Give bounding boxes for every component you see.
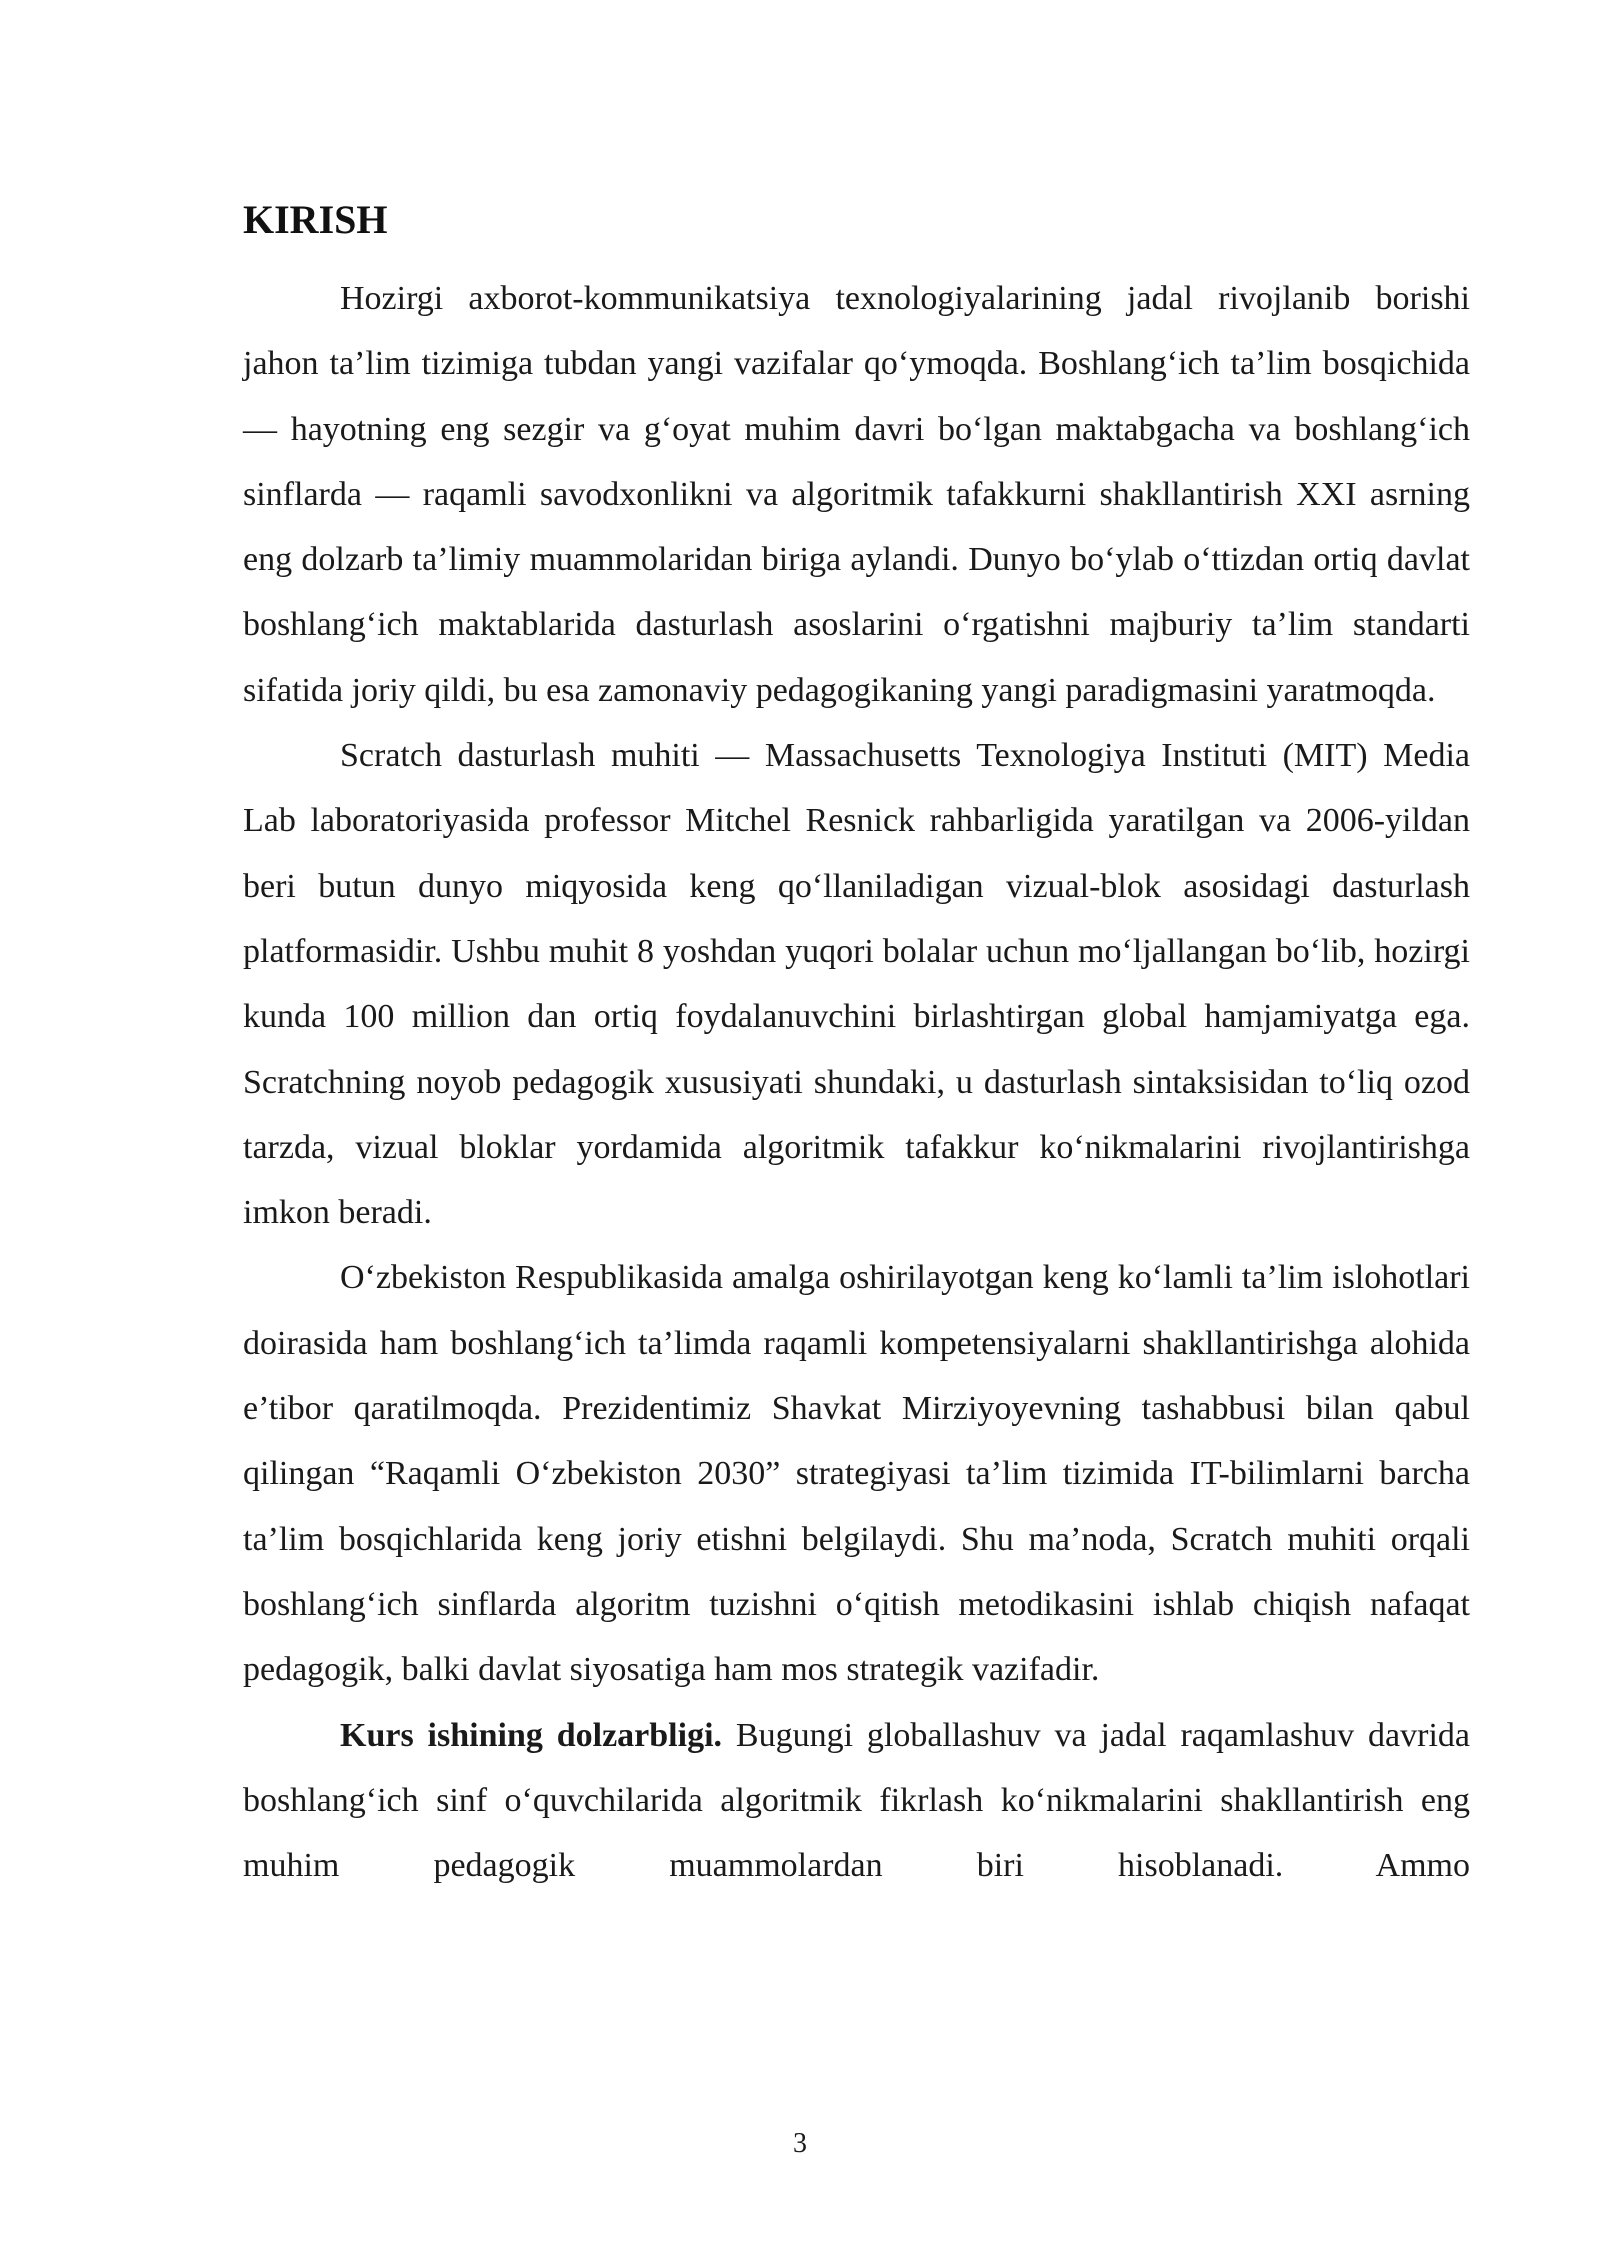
- paragraph-lead-relevance: Kurs ishining dolzarbligi.: [340, 1716, 723, 1754]
- page-content: [243, 190, 1470, 1898]
- section-heading: KIRISH: [243, 197, 388, 242]
- paragraph-text: Scratch dasturlash muhiti — Massachusetts Texnologiya Instituti (MIT) Media Lab laboratoriyasida professor Mitchel Resnick rahbarligida yaratilgan va 2006-yildan beri butun dunyo miqyosida keng qo‘llaniladigan vizual-blok asosidagi dasturlash platformasidir. Ushbu muhit 8 yoshdan yuqori bolalar uchun mo‘ljallangan bo‘lib, hozirgi kunda 100 million dan ortiq foydalanuvchini birlashtirgan global hamjamiyatga ega. Scratchning noyob pedagogik xususiyati shundaki, u dasturlash sintaksisidan to‘liq ozod tarzda, vizual bloklar yordamida algoritmik tafakkur ko‘nikmalarini rivojlantirishga imkon beradi.: [243, 737, 1470, 1232]
- page-number: 3: [793, 2128, 807, 2159]
- paragraph-text: Hozirgi axborot-kommunikatsiya texnologiyalarining jadal rivojlanib borishi jahon ta’lim tizimiga tubdan yangi vazifalar qo‘ymoqda. Boshlang‘ich ta’lim bosqichida — hayotning eng sezgir va g‘oyat muhim davri bo‘lgan maktabgacha va boshlang‘ich sinflarda — raqamli savodxonlikni va algoritmik tafakkurni shakllantirish XXI asrning eng dolzarb ta’limiy muammolaridan biriga aylandi. Dunyo bo‘ylab o‘ttizdan ortiq davlat boshlang‘ich maktablarida dasturlash asoslarini o‘rgatishni majburiy ta’lim standarti sifatida joriy qildi, bu esa zamonaviy pedagogikaning yangi paradigmasini yaratmoqda.: [243, 280, 1470, 709]
- paragraph-scratch: [243, 723, 1470, 1245]
- paragraph-text: O‘zbekiston Respublikasida amalga oshirilayotgan keng ko‘lamli ta’lim islohotlari doirasida ham boshlang‘ich ta’limda raqamli kompetensiyalarni shakllantirishga alohida e’tibor qaratilmoqda. Prezidentimiz Shavkat Mirziyoyevning tashabbusi bilan qabul qilingan “Raqamli O‘zbekiston 2030” strategiyasi ta’lim tizimida IT-bilimlarni barcha ta’lim bosqichlarida keng joriy etishni belgilaydi. Shu ma’noda, Scratch muhiti orqali boshlang‘ich sinflarda algoritm tuzishni o‘qitish metodikasini ishlab chiqish nafaqat pedagogik, balki davlat siyosatiga ham mos strategik vazifadir.: [243, 1259, 1470, 1689]
- paragraph-relevance: [243, 1703, 1470, 1899]
- paragraph-uzbekistan: [243, 1245, 1470, 1702]
- paragraph-introduction: [243, 266, 1470, 723]
- paragraph-text: Bugungi globallashuv va jadal raqamlashuv davrida boshlang‘ich sinf o‘quvchilarida algoritmik fikrlash ko‘nikmalarini shakllantirish eng muhim pedagogik muammolardan biri hisoblanadi. Ammo: [243, 1716, 1470, 1885]
